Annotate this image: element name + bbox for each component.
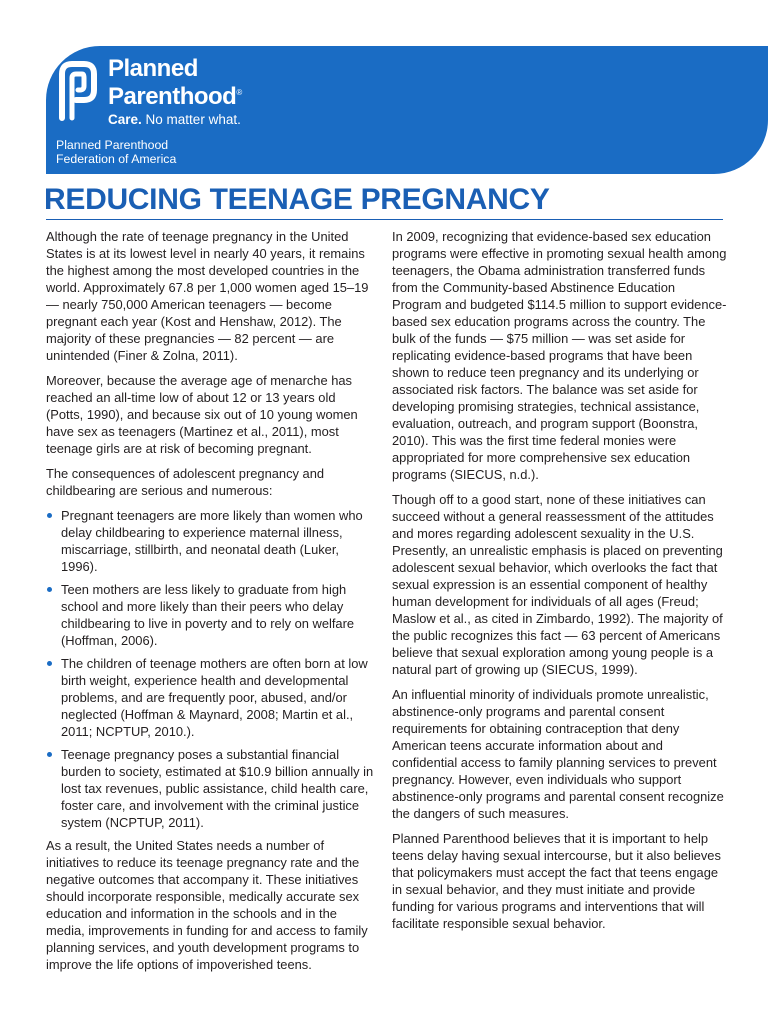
paragraph: Planned Parenthood believes that it is important to help teens delay having sexual intercourse, but it also believes that policymakers must accept the fact that teens engage in sexual behavior, and they must initiate and provide funding for various programs and interventions that will facilitate responsible sexual behavior. [392, 831, 721, 931]
brand-tagline [108, 111, 242, 129]
paragraph: Though off to a good start, none of these initiatives can succeed without a general reassessment of the attitudes and mores regarding adolescent sexuality in the U.S. Presently, an unrealistic emphasis is placed on preventing adolescent sexual behavior, which overlooks the fact that sexual expression is an essential component of healthy human development for individuals of all ages (Freud; Maslow et al., as cited in Zimbardo, 1992). The majority of the public recognizes this fact — 63 percent of Americans believe that sexual exploration among young people is a natural part of growing up (SIECUS, 1999). [392, 492, 723, 677]
planned-parenthood-logo-icon [58, 60, 98, 122]
brand-name-line1: Planned [108, 55, 198, 82]
federation-line2: Federation of America [56, 152, 177, 166]
list-item: Teenage pregnancy poses a substantial financial burden to society, estimated at $10.9 billion annually in lost tax revenues, public assistance, child health care, foster care, and involvement with the criminal justice system (NCPTUP, 2011). [46, 746, 374, 831]
tagline-bold: Care. [108, 112, 142, 127]
header-banner [46, 46, 768, 174]
right-column [392, 228, 727, 940]
title-divider [46, 219, 723, 220]
paragraph: As a result, the United States needs a number of initiatives to reduce its teenage pregnancy rate and the negative outcomes that accompany it. These initiatives should incorporate responsible, medically accurate sex education and information in the schools and in the media, improvements in funding for and access to family planning services, and youth development programs to improve the life options of impoverished teens. [46, 838, 368, 972]
list-item: Teen mothers are less likely to graduate from high school and more likely than their peers who delay childbearing to live in poverty and to rely on welfare (Hoffman, 2006). [46, 581, 374, 649]
paragraph: Moreover, because the average age of menarche has reached an all-time low of about 12 or 13 years old (Potts, 1990), and because six out of 10 young women have sex as teenagers (Martinez et al., 2011), most teenage girls are at risk of becoming pregnant. [46, 373, 358, 456]
paragraph: An influential minority of individuals promote unrealistic, abstinence-only programs and parental consent requirements for obtaining contraception that deny American teens accurate information about and confidential access to family planning services to prevent pregnancy. However, even individuals who support abstinence-only programs and parental consent recognize the dangers of such measures. [392, 687, 724, 821]
left-column [46, 228, 374, 981]
tagline-rest: No matter what. [145, 112, 241, 127]
paragraph: The consequences of adolescent pregnancy and childbearing are serious and numerous: [46, 466, 325, 498]
consequences-list [46, 507, 374, 831]
brand-name-line2: Parenthood® [108, 83, 242, 110]
list-item: Pregnant teenagers are more likely than women who delay childbearing to experience maternal illness, miscarriage, stillbirth, and neonatal death (Luker, 1996). [46, 507, 374, 575]
page-title: REDUCING TEENAGE PREGNANCY [44, 183, 550, 216]
federation-line1: Planned Parenthood [56, 138, 169, 152]
federation-name [56, 138, 176, 166]
paragraph: In 2009, recognizing that evidence-based sex education programs were effective in promoting sexual health among teenagers, the Obama administration transferred funds from the Community-based Abstinence Education Program and budgeted $114.5 million to support evidence-based sex education programs across the country. The bulk of the funds — $75 million — was set aside for replicating evidence-based programs that have been shown to reduce teen pregnancy and its underlying or associated risk factors. The balance was set aside for developing promising strategies, technical assistance, evaluation, outreach, and program support (Boonstra, 2010). This was the first time federal monies were appropriated for more comprehensive sex education programs (SIECUS, n.d.). [392, 229, 727, 482]
list-item: The children of teenage mothers are often born at low birth weight, experience health and developmental problems, and are frequently poor, abused, and/or neglected (Hoffman & Maynard, 2008; Martin et al., 2011; NCPTUP, 2010.). [46, 655, 374, 740]
paragraph: Although the rate of teenage pregnancy in the United States is at its lowest level in nearly 40 years, it remains the highest among the most developed countries in the world. Approximately 67.8 per 1,000 women aged 15–19 — nearly 750,000 American teenagers — become pregnant each year (Kost and Henshaw, 2012). The majority of these pregnancies — 82 percent — are unintended (Finer & Zolna, 2011). [46, 229, 369, 363]
brand [108, 57, 242, 129]
